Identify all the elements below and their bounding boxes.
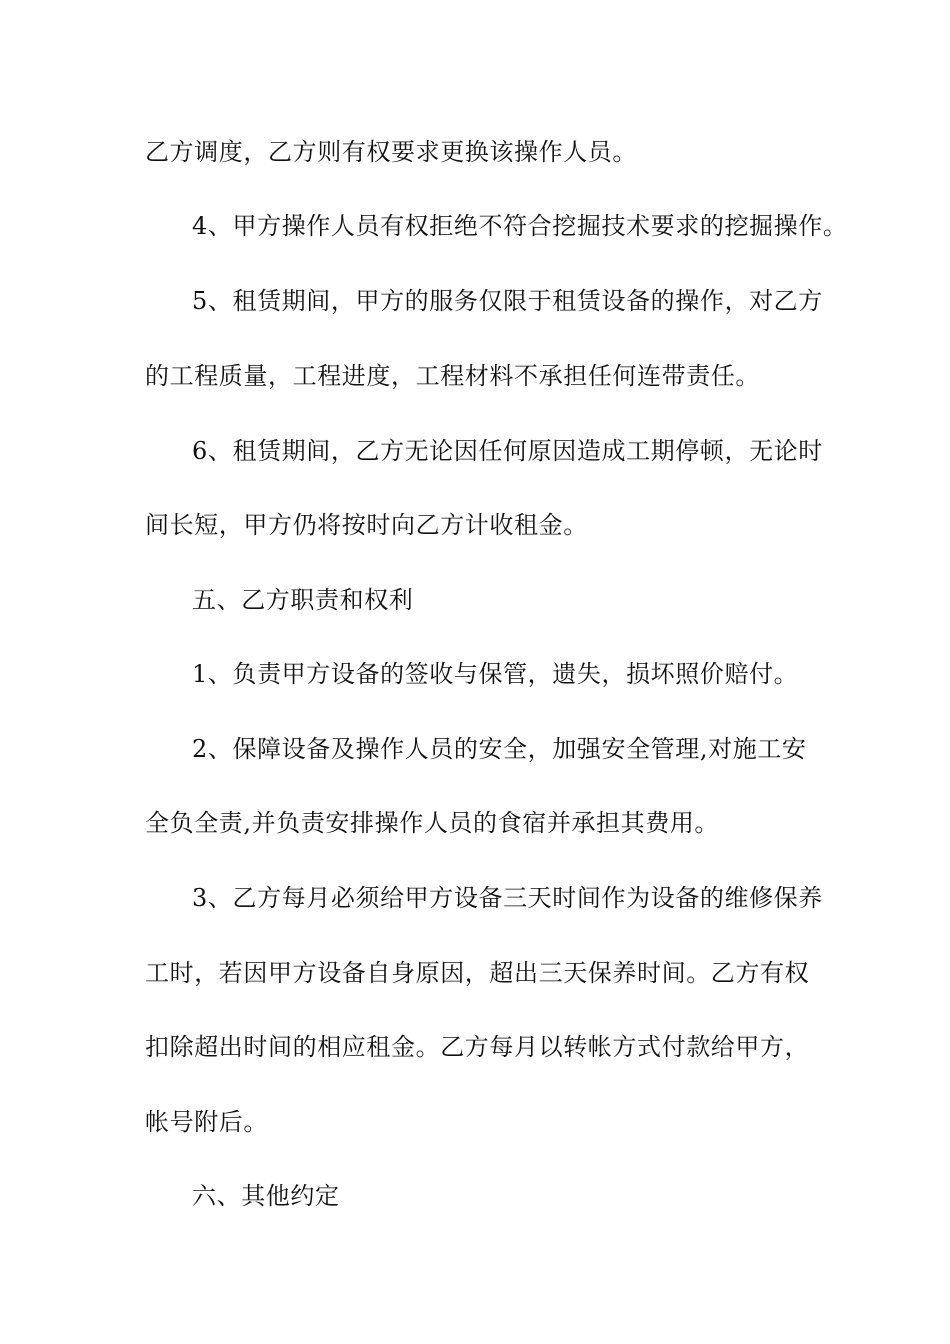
text-line-1: 乙方调度，乙方则有权要求更换该操作人员。 <box>145 138 637 166</box>
section-5-heading: 五、乙方职责和权利 <box>192 586 414 614</box>
clause-4-line-1: 4、甲方操作人员有权拒绝不符合挖掘技术要求的挖掘操作。 <box>192 212 848 240</box>
clause-5-line-2: 的工程质量，工程进度，工程材料不承担任何连带责任。 <box>145 362 760 390</box>
clause-6-line-1: 6、租赁期间，乙方无论因任何原因造成工期停顿，无论时 <box>192 437 823 465</box>
section-6-heading: 六、其他约定 <box>192 1182 340 1210</box>
section-5-clause-3-line-2: 工时，若因甲方设备自身原因，超出三天保养时间。乙方有权 <box>145 959 810 987</box>
section-5-clause-3-line-3: 扣除超出时间的相应租金。乙方每月以转帐方式付款给甲方， <box>145 1033 810 1061</box>
section-5-clause-2-line-2: 全负全责,并负责安排操作人员的食宿并承担其费用。 <box>145 809 720 837</box>
clause-6-line-2: 间长短，甲方仍将按时向乙方计收租金。 <box>145 511 588 539</box>
section-5-clause-2-line-1: 2、保障设备及操作人员的安全，加强安全管理,对施工安 <box>192 735 807 763</box>
section-5-clause-1: 1、负责甲方设备的签收与保管，遗失，损坏照价赔付。 <box>192 660 799 688</box>
section-5-clause-3-line-4: 帐号附后。 <box>145 1108 268 1136</box>
clause-5-line-1: 5、租赁期间，甲方的服务仅限于租赁设备的操作，对乙方 <box>192 287 823 315</box>
section-5-clause-3-line-1: 3、乙方每月必须给甲方设备三天时间作为设备的维修保养 <box>192 884 823 912</box>
